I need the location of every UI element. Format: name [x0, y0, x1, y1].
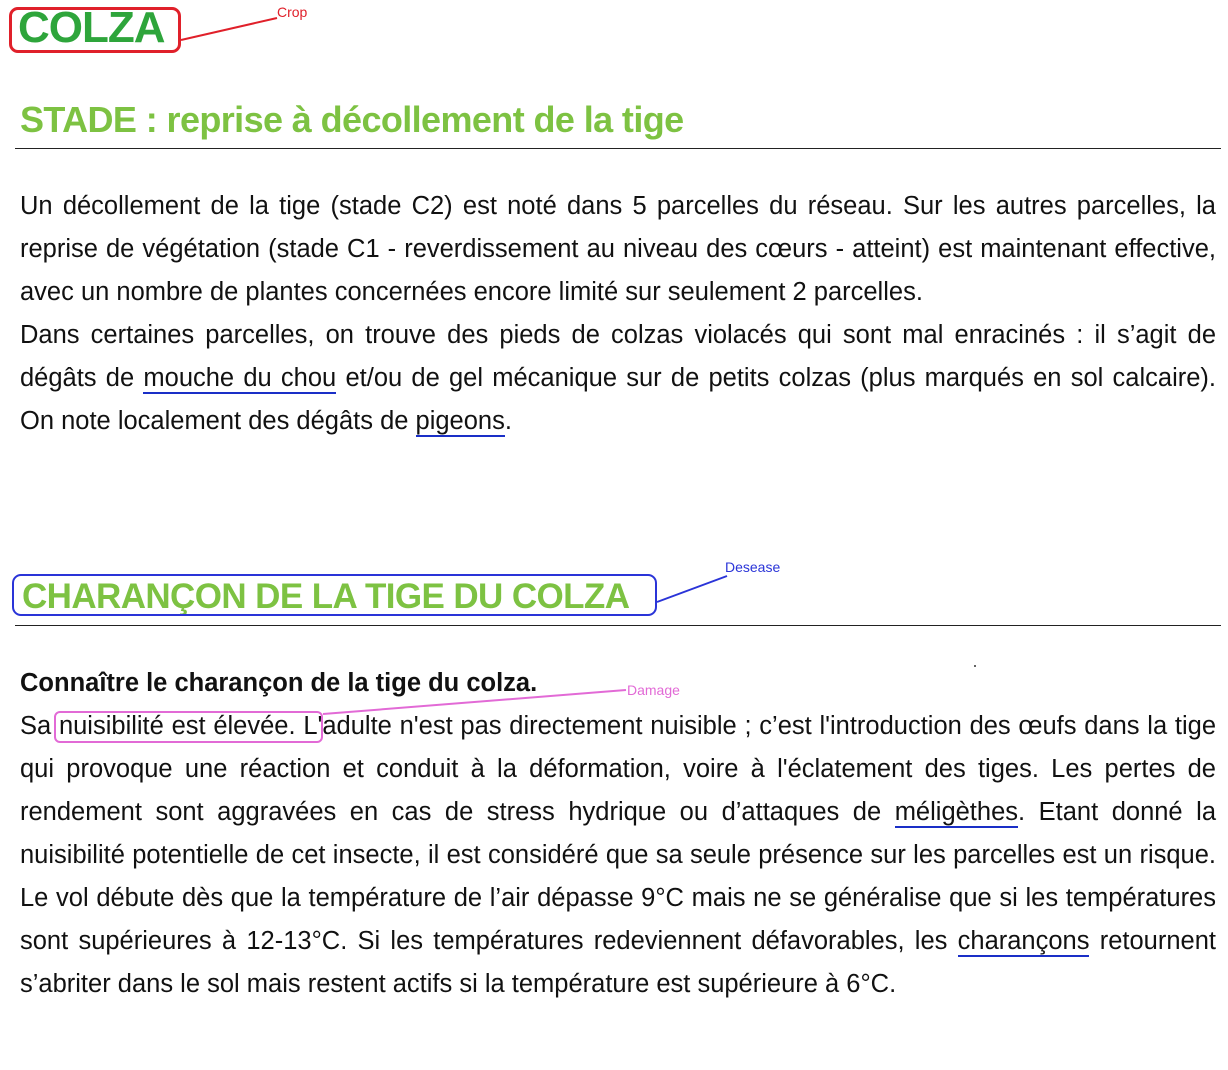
section-stade-heading: STADE : reprise à décollement de la tige — [20, 99, 684, 140]
stade-paragraph-1: Un décollement de la tige (stade C2) est noté dans 5 parcelles du réseau. Sur les autres parcelles, la reprise de végétation (stade C1 - reverdissement au niveau des cœurs - atteint) est maintenant effective, avec un nombre de plantes concernées encore limité sur seulement 2 parcelles. — [20, 192, 1216, 306]
disease-label: Desease — [725, 559, 781, 575]
text-run: . — [504, 407, 512, 435]
text-run: Dans certaines parcelles, on trouve des pieds de colzas violacés qui sont mal enracinés : il s’agit de dégâts de — [20, 321, 1216, 392]
text-run: retournent s’abriter dans le sol mais restent actifs si la température est supérieure à 6°C. — [20, 927, 1216, 998]
crop-label: Crop — [277, 4, 308, 20]
damage-annotation-box — [54, 711, 323, 743]
link-charancons[interactable]: charançons — [957, 927, 1090, 955]
damage-label: Damage — [627, 682, 680, 698]
stade-paragraph-2 — [20, 314, 1216, 443]
link-pigeons[interactable]: pigeons — [415, 407, 505, 435]
text-run: Sa — [20, 712, 59, 740]
text-run: . L'adulte n'est pas directement nuisible ; c’est l'introduction des œufs dans la tige qui provoque une réaction et conduit à la déformation, voire à l'éclatement des tiges. Les pertes de rendement sont aggravées en cas de stress hydrique ou d’attaques de — [20, 712, 1217, 826]
stade-paragraph — [20, 185, 1216, 443]
disease-leader-line — [657, 576, 727, 602]
text-run: . Etant donné la nuisibilité potentielle de cet insecte, il est considéré que sa seule présence sur les parcelles est un risque. Le vol débute dès que la température de l’air dépasse 9°C mais ne se généralise que si les températures sont supérieures à 12-13°C. Si les températures redeviennent défavorables, les — [20, 798, 1216, 955]
crop-title: COLZA — [18, 3, 165, 52]
section-divider — [15, 625, 1221, 626]
charancon-body — [20, 705, 1216, 1006]
crop-leader-line — [181, 18, 277, 40]
disease-annotation-box — [12, 574, 657, 616]
charancon-subheading: Connaître le charançon de la tige du colza. — [20, 669, 538, 697]
section-charancon-heading: CHARANÇON DE LA TIGE DU COLZA — [22, 577, 630, 616]
link-mouche-du-chou[interactable]: mouche du chou — [143, 364, 337, 392]
link-meligethes[interactable]: méligèthes — [894, 798, 1019, 826]
section-divider — [15, 148, 1221, 149]
damage-phrase: nuisibilité est élevée — [58, 712, 289, 740]
text-run: et/ou de gel mécanique sur de petits colzas (plus marqués en sol calcaire). On note localement des dégâts de — [20, 364, 1216, 435]
